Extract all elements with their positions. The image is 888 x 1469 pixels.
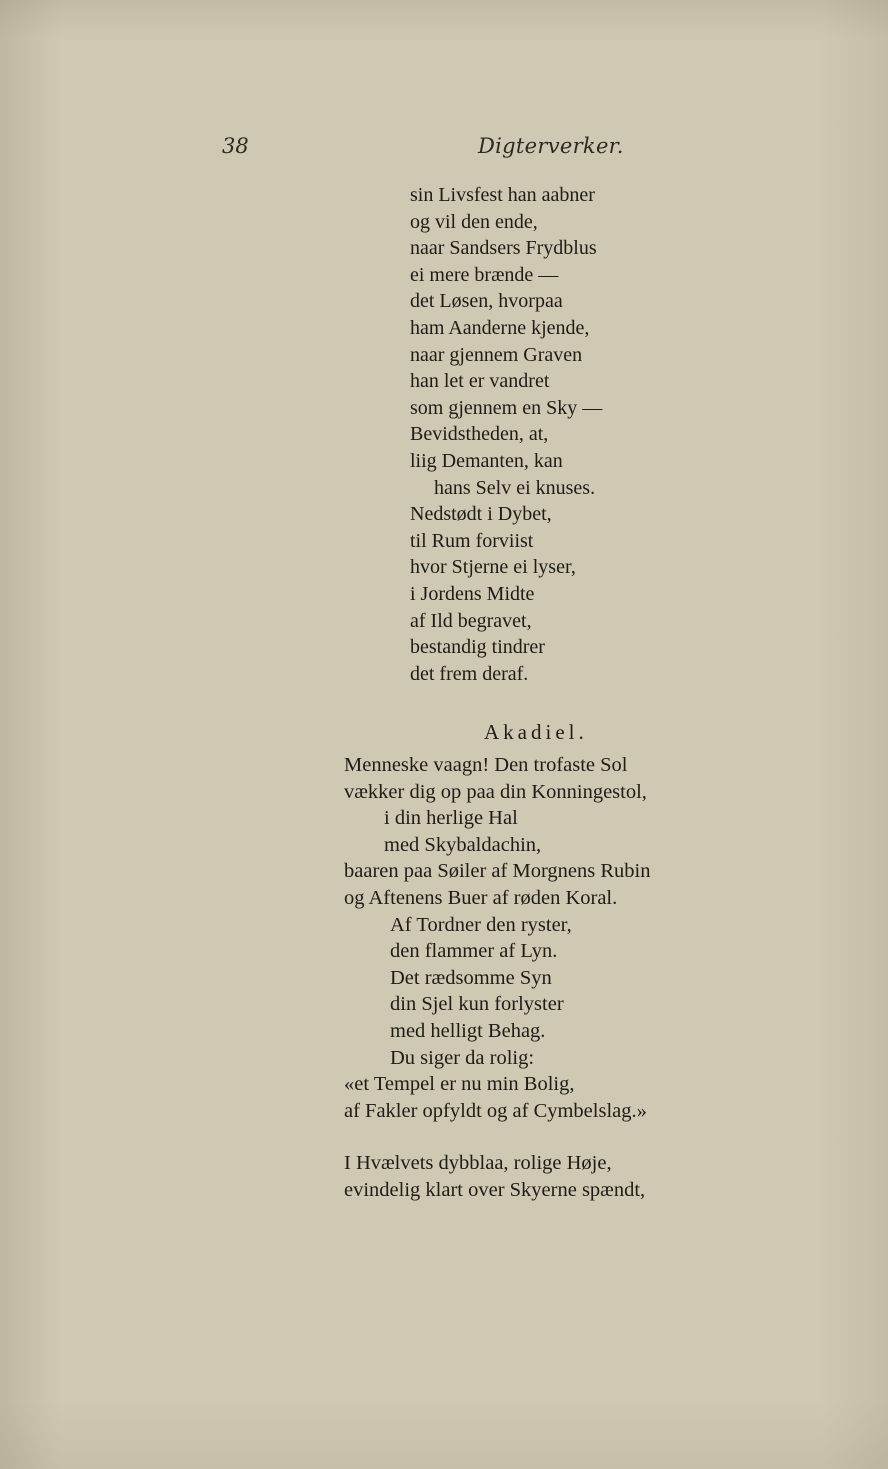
verse-line: med Skybaldachin, (384, 833, 542, 856)
verse-line: i din herlige Hal (384, 807, 518, 830)
verse-line: liig Demanten, kan (410, 449, 563, 472)
verse-line: det Løsen, hvorpaa (410, 290, 563, 313)
verse-line: Menneske vaagn! Den trofaste Sol (344, 754, 628, 776)
verse-line: den flammer af Lyn. (390, 940, 558, 963)
verse-line: som gjennem en Sky — (410, 396, 603, 419)
stanza-gap (344, 1124, 650, 1150)
poem-block-2 (344, 752, 650, 1204)
verse-line: hvor Stjerne ei lyser, (410, 556, 576, 579)
verse-line: sin Livsfest han aabner (410, 184, 595, 206)
verse-line: naar Sandsers Frydblus (410, 237, 597, 260)
verse-line: Bevidstheden, at, (410, 423, 549, 446)
page-number: 38 (222, 134, 249, 158)
verse-line: i Jordens Midte (410, 582, 535, 605)
verse-line: det frem deraf. (410, 662, 529, 685)
verse-line: bestandig tindrer (410, 636, 545, 659)
verse-line: Det rædsomme Syn (390, 966, 552, 989)
verse-line: af Ild begravet, (410, 609, 532, 632)
verse-line: og Aftenens Buer af røden Koral. (344, 886, 618, 909)
verse-line: hans Selv ei knuses. (434, 476, 596, 499)
verse-line: naar gjennem Graven (410, 343, 583, 366)
verse-line: I Hvælvets dybblaa, rolige Høje, (344, 1152, 612, 1175)
running-title: Digterverker. (478, 134, 624, 158)
verse-line: Af Tordner den ryster, (390, 913, 572, 936)
verse-line: baaren paa Søiler af Morgnens Rubin (344, 860, 651, 883)
verse-line: med helligt Behag. (390, 1019, 546, 1042)
verse-line: han let er vandret (410, 370, 550, 393)
verse-line: Du siger da rolig: (390, 1046, 535, 1069)
verse-line: ei mere brænde — (410, 263, 559, 286)
verse-line: din Sjel kun forlyster (390, 993, 564, 1016)
verse-line: Nedstødt i Dybet, (410, 503, 552, 526)
section-heading: Akadiel. (484, 720, 588, 744)
poem-block-1 (410, 182, 602, 687)
verse-line: af Fakler opfyldt og af Cymbelslag.» (344, 1099, 647, 1122)
verse-line: «et Tempel er nu min Bolig, (344, 1073, 575, 1096)
verse-line: ham Aanderne kjende, (410, 316, 590, 339)
verse-line: vækker dig op paa din Konningestol, (344, 780, 647, 803)
verse-line: og vil den ende, (410, 210, 538, 233)
verse-line: til Rum forviist (410, 529, 534, 552)
verse-line: evindelig klart over Skyerne spændt, (344, 1178, 646, 1201)
